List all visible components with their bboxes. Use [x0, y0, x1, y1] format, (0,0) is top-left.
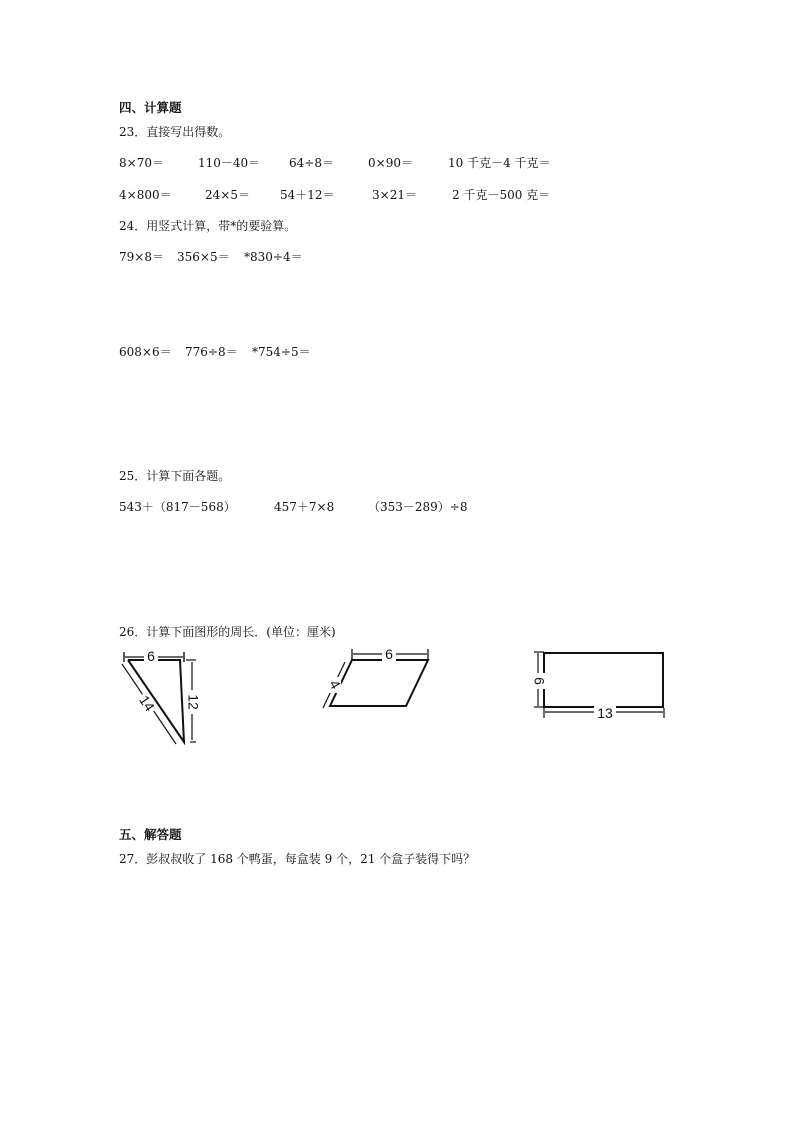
- parallelogram-top-label: 6: [385, 646, 393, 662]
- q23-item: 8×70＝: [119, 156, 164, 170]
- triangle-hyp-label: 14: [136, 692, 159, 715]
- q24-prompt: 24．用竖式计算，带*的要验算。: [119, 219, 297, 233]
- q25-item: （353－289）÷8: [368, 500, 468, 514]
- triangle-right-label: 12: [185, 694, 202, 710]
- q23-item: 24×5＝: [205, 188, 250, 202]
- section-5-title: 五、解答题: [119, 827, 182, 842]
- triangle-top-label: 6: [147, 648, 155, 664]
- q23-item: 10 千克－4 千克＝: [448, 156, 551, 170]
- q27-prompt: 27．彭叔叔收了 168 个鸭蛋，每盒装 9 个，21 个盒子装得下吗？: [119, 852, 476, 866]
- parallelogram-side-label: 4: [326, 676, 345, 692]
- q23-item: 54＋12＝: [280, 188, 335, 202]
- q23-item: 64÷8＝: [289, 156, 334, 170]
- q23-item: 3×21＝: [372, 188, 417, 202]
- q23-item: 4×800＝: [119, 188, 172, 202]
- q24-item: *830÷4＝: [244, 250, 303, 264]
- q24-item: 776÷8＝: [185, 345, 238, 359]
- q24-item: *754÷5＝: [252, 345, 311, 359]
- q25-item: 457＋7×8: [274, 500, 335, 514]
- section-4-title: 四、计算题: [119, 100, 182, 115]
- q25-item: 543＋（817－568）: [119, 500, 236, 514]
- q23-item: 2 千克－500 克＝: [452, 188, 551, 202]
- q23-item: 110－40＝: [198, 156, 261, 170]
- q24-item: 79×8＝: [119, 250, 164, 264]
- q23-prompt: 23．直接写出得数。: [119, 125, 231, 139]
- triangle-figure: [122, 652, 196, 744]
- rectangle-width-label: 13: [597, 705, 613, 721]
- q24-item: 356×5＝: [177, 250, 230, 264]
- q26-figures: [0, 640, 794, 760]
- rectangle-height-label: 6: [531, 677, 548, 685]
- q26-prompt: 26．计算下面图形的周长．(单位：厘米): [119, 625, 336, 639]
- q23-item: 0×90＝: [368, 156, 413, 170]
- q24-item: 608×6＝: [119, 345, 172, 359]
- q25-prompt: 25．计算下面各题。: [119, 469, 231, 483]
